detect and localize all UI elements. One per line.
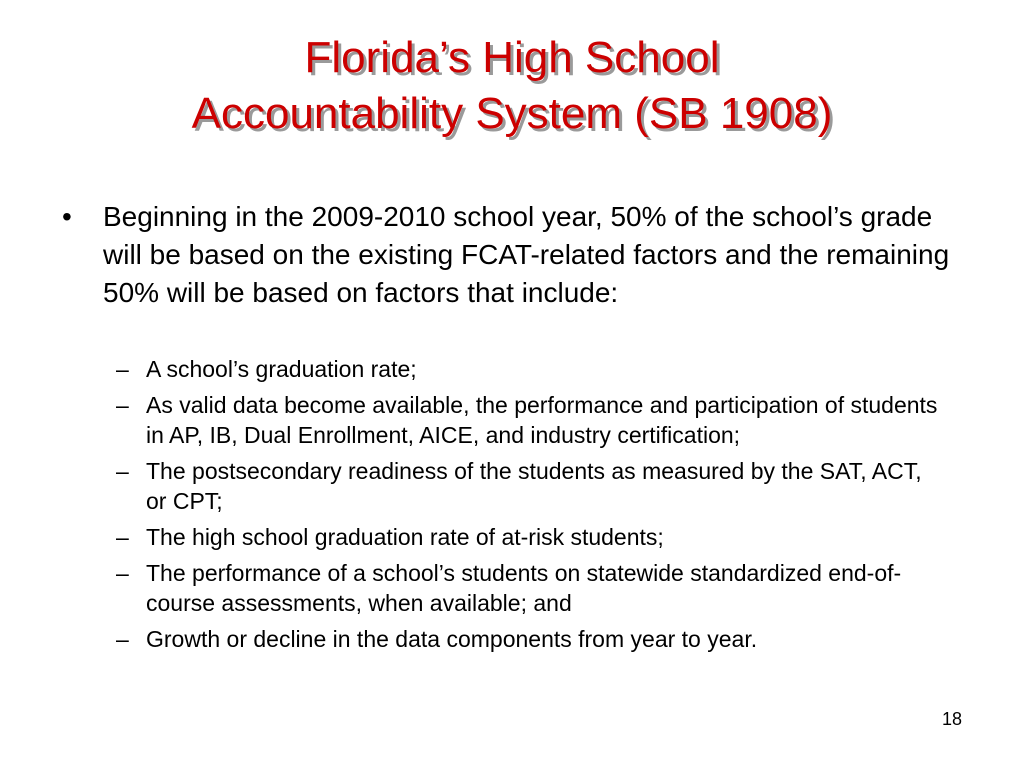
sub-bullet-participation — [116, 390, 946, 450]
title-line-1: Florida’s High School — [304, 33, 720, 82]
dash-icon: – — [116, 524, 129, 550]
main-bullet-row — [62, 198, 962, 312]
sub-bullet-end-of-course — [116, 558, 946, 618]
sub-bullet-text: The performance of a school’s students on statewide standardized end-of-course assessments, when available; and — [146, 560, 902, 616]
sub-bullet-growth-decline — [116, 624, 946, 654]
dash-icon: – — [116, 560, 129, 586]
sub-bullet-text: Growth or decline in the data components from year to year. — [146, 626, 758, 652]
title-line-2: Accountability System (SB 1908) — [191, 89, 833, 138]
sub-bullet-postsecondary-readiness — [116, 456, 946, 516]
dash-icon: – — [116, 356, 129, 382]
sub-bullet-graduation-rate — [116, 354, 946, 384]
main-bullet — [62, 198, 962, 312]
sub-bullet-text: The high school graduation rate of at-risk students; — [146, 524, 664, 550]
dash-icon: – — [116, 458, 129, 484]
bullet-icon: • — [62, 201, 72, 232]
dash-icon: – — [116, 626, 129, 652]
sub-bullet-text: The postsecondary readiness of the students as measured by the SAT, ACT, or CPT; — [146, 458, 922, 514]
dash-icon: – — [116, 392, 129, 418]
slide-title — [40, 30, 984, 142]
sub-bullet-list — [116, 354, 946, 660]
page-number: 18 — [941, 709, 962, 729]
main-bullet-text: Beginning in the 2009-2010 school year, 50% of the school’s grade will be based on the existing FCAT-related factors and the remaining 50% will be based on factors that include: — [103, 201, 950, 308]
sub-bullet-text: As valid data become available, the performance and participation of students in AP, IB, Dual Enrollment, AICE, and industry certification; — [146, 392, 938, 448]
sub-bullet-text: A school’s graduation rate; — [146, 356, 417, 382]
sub-bullet-at-risk-graduation — [116, 522, 946, 552]
